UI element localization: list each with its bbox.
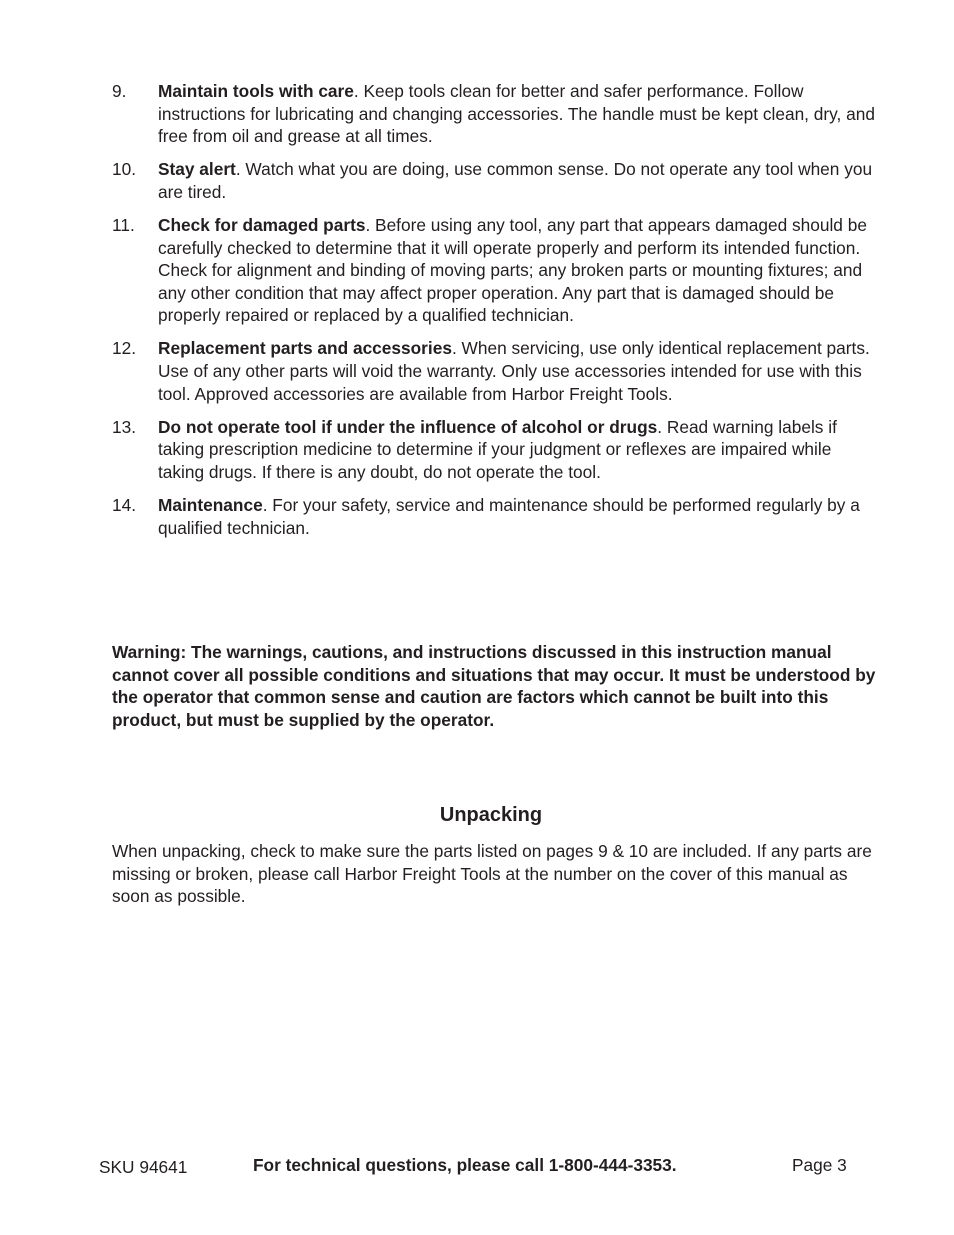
item-body: [158, 158, 882, 203]
list-item: [112, 80, 882, 148]
item-text: . Before using any tool, any part that appears damaged should be carefully checked to determine that it will operate properly and perform its intended function. Check for alignment and binding of moving parts; any broken parts or mounting fixtures; and any other condition that may affect proper operation. Any part that is damaged should be properly repaired or replaced by a qualified technician.: [158, 214, 867, 326]
item-text: . For your safety, service and maintenance should be performed regularly by a qualified technician.: [158, 495, 860, 538]
item-body: [158, 337, 882, 405]
footer-page-number: Page 3: [792, 1155, 847, 1175]
item-text: . Watch what you are doing, use common sense. Do not operate any tool when you are tired.: [158, 159, 873, 202]
item-title: Check for damaged parts: [158, 214, 366, 235]
item-text: . Keep tools clean for better and safer performance. Follow instructions for lubricating and changing accessories. The handle must be kept clean, dry, and free from oil and grease at all times.: [158, 81, 875, 147]
item-number: 9.: [112, 81, 127, 101]
safety-rules-list: [112, 80, 882, 550]
item-title: Replacement parts and accessories: [158, 338, 452, 359]
list-item: [112, 158, 882, 203]
list-item: [112, 416, 882, 484]
item-number: 12.: [112, 338, 137, 359]
item-number: 14.: [112, 495, 137, 515]
item-body: [158, 214, 882, 327]
list-item: [112, 337, 882, 405]
footer-contact: For technical questions, please call 1-800-444-3353.: [253, 1155, 677, 1175]
item-title: Do not operate tool if under the influence of alcohol or drugs: [158, 416, 658, 437]
list-item: [112, 494, 882, 539]
item-number: 11.: [112, 214, 135, 235]
footer-sku: SKU 94641: [99, 1157, 188, 1177]
list-item: [112, 214, 882, 327]
item-title: Maintenance: [158, 495, 263, 515]
item-body: [158, 494, 882, 539]
item-number: 10.: [112, 159, 137, 180]
item-text: . Read warning labels if taking prescription medicine to determine if your judgment or reflexes are impaired while taking drugs. If there is any doubt, do not operate the tool.: [158, 416, 837, 482]
item-number: 13.: [112, 416, 137, 437]
unpacking-heading: Unpacking: [439, 804, 543, 826]
warning-paragraph: Warning: The warnings, cautions, and instructions discussed in this instruction manual cannot cover all possible conditions and situations that may occur. It must be understood by the operator that common sense and caution are factors which cannot be built into this product, but must be supplied by the operator.: [112, 642, 876, 730]
item-title: Stay alert: [158, 159, 236, 180]
item-body: [158, 80, 882, 148]
item-title: Maintain tools with care: [158, 81, 354, 101]
item-text: . When servicing, use only identical replacement parts. Use of any other parts will void the warranty. Only use accessories intended for use with this tool. Approved accessories are available from Harbor Freight Tools.: [158, 338, 870, 404]
unpacking-text: When unpacking, check to make sure the parts listed on pages 9 & 10 are included. If any parts are missing or broken, please call Harbor Freight Tools at the number on the cover of this manual as soon as possible.: [112, 841, 872, 907]
item-body: [158, 416, 882, 484]
